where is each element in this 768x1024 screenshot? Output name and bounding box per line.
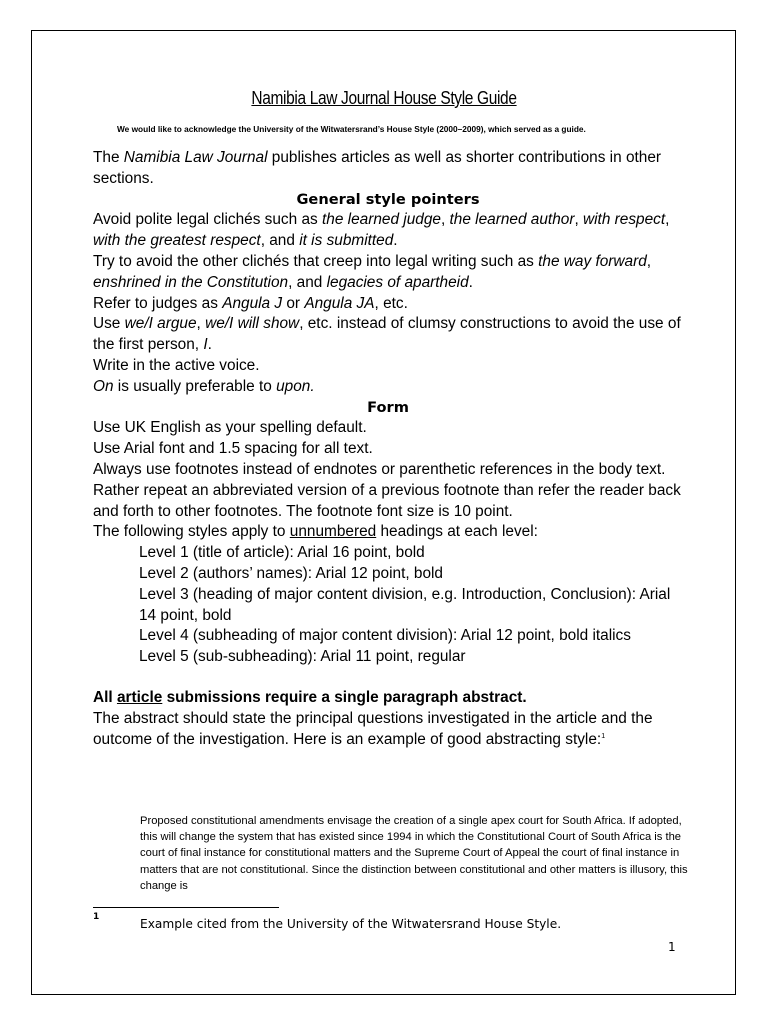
level-item: Level 3 (heading of major content division, e.g. Introduction, Conclusion): Arial 14 point, bold [139, 585, 671, 624]
other-cliches-paragraph: Try to avoid the other clichés that creep into legal writing such as the way forward, enshrined in the Constitution, and legacies of apartheid. [93, 252, 652, 291]
on-upon-paragraph: On is usually preferable to upon. [93, 377, 315, 395]
spelling-paragraph: Use UK English as your spelling default. [93, 419, 367, 437]
footnotes-paragraph: Always use footnotes instead of endnotes or parenthetic references in the body text. Rather repeat an abbreviated version of a previous footnote than refer the reader back and forth to other footnotes. The footnote font size is 10 point. [93, 460, 681, 520]
styles-paragraph: The following styles apply to unnumbered headings at each level: [93, 523, 538, 541]
active-voice-paragraph: Write in the active voice. [93, 356, 260, 374]
font-paragraph: Use Arial font and 1.5 spacing for all text. [93, 440, 373, 458]
footnote-separator [93, 907, 279, 908]
cliches-paragraph: Avoid polite legal clichés such as the learned judge, the learned author, with respect, with the greatest respect, and it is submitted. [93, 211, 670, 250]
person-paragraph: Use we/I argue, we/I will show, etc. instead of clumsy constructions to avoid the use of the first person, I. [93, 315, 681, 354]
level-item: Level 1 (title of article): Arial 16 point, bold [139, 544, 425, 562]
abstract-heading: All article submissions require a single paragraph abstract. [93, 688, 527, 706]
level-item: Level 4 (subheading of major content division): Arial 12 point, bold italics [139, 627, 631, 645]
level-item: Level 2 (authors’ names): Arial 12 point, bold [139, 564, 443, 582]
footnote-reference[interactable]: 1 [601, 732, 606, 740]
footnote-mark: 1 [93, 912, 100, 922]
form-heading: Form [367, 398, 409, 416]
page-number: 1 [668, 940, 676, 954]
acknowledgement: We would like to acknowledge the University of the Witwatersrand’s House Style (2000–2009), which served as a guide. [117, 124, 586, 134]
footnote-text: Example cited from the University of the Witwatersrand House Style. [140, 917, 562, 931]
abstract-example-quote: Proposed constitutional amendments envisage the creation of a single apex court for South Africa. If adopted, this will change the system that has existed since 1994 in which the Constitutional Court of South Africa is the court of final instance for constitutional matters and the Supreme Court of Appeal the court of final instance in matters that are not constitutional. Since the distinction between constitutional and other matters is illusory, this change is [140, 815, 688, 892]
page-title: Namibia Law Journal House Style Guide [251, 88, 517, 108]
intro-paragraph: The Namibia Law Journal publishes articles as well as shorter contributions in other sections. [93, 149, 662, 187]
judges-paragraph: Refer to judges as Angula J or Angula JA, etc. [93, 294, 408, 312]
general-style-heading: General style pointers [296, 190, 480, 208]
level-item: Level 5 (sub-subheading): Arial 11 point, regular [139, 648, 466, 666]
abstract-paragraph: The abstract should state the principal questions investigated in the article and the outcome of the investigation. Here is an example of good abstracting style:$^1$ [93, 709, 653, 748]
document-body [93, 148, 683, 750]
